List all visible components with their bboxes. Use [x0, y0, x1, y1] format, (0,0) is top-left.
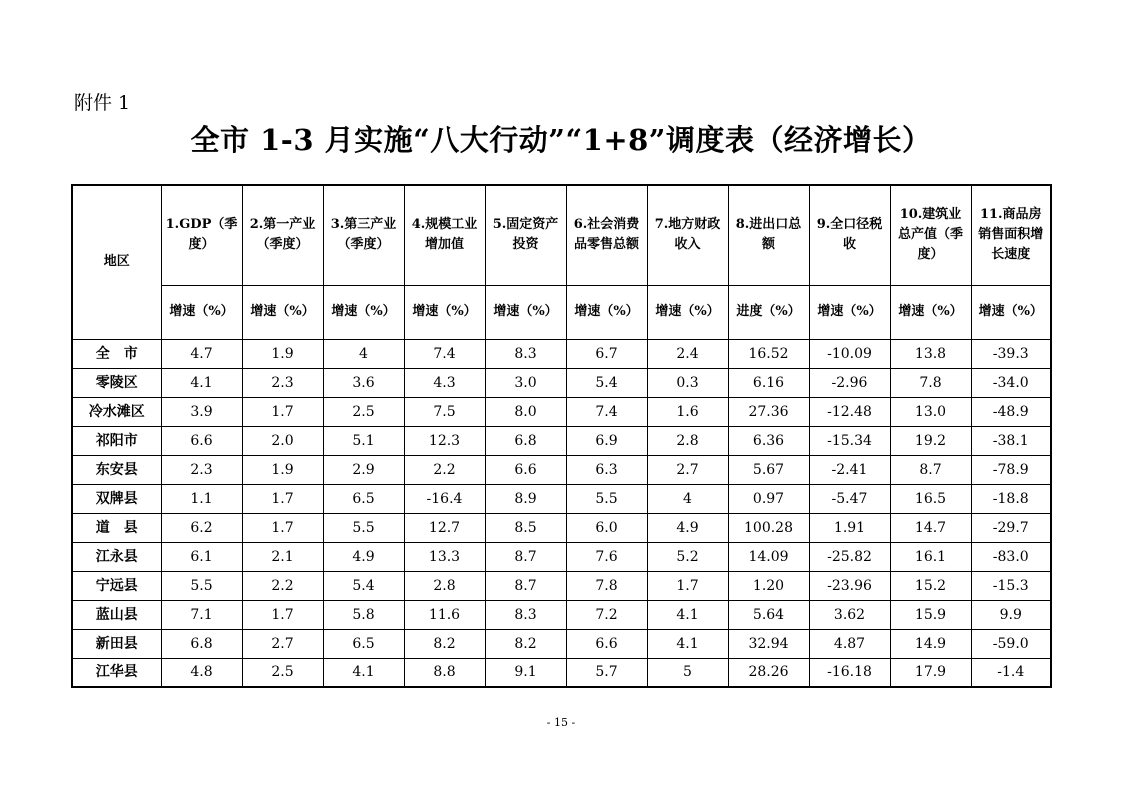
value-cell: 2.3: [161, 455, 242, 484]
attachment-label: 附件 1: [74, 92, 131, 114]
table-row: [72, 600, 1051, 629]
value-cell: 16.52: [728, 339, 809, 368]
unit-header: 进度（%）: [728, 285, 809, 339]
column-header: 1.GDP（季度）: [161, 185, 242, 285]
value-cell: 8.5: [485, 513, 566, 542]
column-header: 10.建筑业总产值（季度）: [890, 185, 971, 285]
value-cell: 4.9: [647, 513, 728, 542]
page-title: 全市 1-3 月实施“八大行动”“1+8”调度表（经济增长）: [190, 123, 932, 157]
data-table: [71, 184, 1052, 688]
value-cell: 8.3: [485, 339, 566, 368]
value-cell: 5.7: [566, 658, 647, 687]
value-cell: 4.1: [647, 600, 728, 629]
value-cell: 4.87: [809, 629, 890, 658]
value-cell: 8.0: [485, 397, 566, 426]
value-cell: 2.7: [647, 455, 728, 484]
value-cell: 27.36: [728, 397, 809, 426]
value-cell: 1.9: [242, 455, 323, 484]
value-cell: -78.9: [971, 455, 1051, 484]
value-cell: 2.7: [242, 629, 323, 658]
value-cell: 2.8: [647, 426, 728, 455]
value-cell: -12.48: [809, 397, 890, 426]
unit-header: 增速（%）: [971, 285, 1051, 339]
value-cell: 12.7: [404, 513, 485, 542]
value-cell: 8.3: [485, 600, 566, 629]
value-cell: 5.2: [647, 542, 728, 571]
value-cell: 6.1: [161, 542, 242, 571]
value-cell: 4.1: [161, 368, 242, 397]
value-cell: -25.82: [809, 542, 890, 571]
value-cell: 3.6: [323, 368, 404, 397]
value-cell: 0.3: [647, 368, 728, 397]
value-cell: 6.6: [566, 629, 647, 658]
region-cell: 宁远县: [72, 571, 161, 600]
table-row: [72, 397, 1051, 426]
value-cell: 2.5: [242, 658, 323, 687]
value-cell: 8.7: [890, 455, 971, 484]
region-cell: 全 市: [72, 339, 161, 368]
value-cell: -23.96: [809, 571, 890, 600]
value-cell: 4.9: [323, 542, 404, 571]
value-cell: 2.5: [323, 397, 404, 426]
column-header: 6.社会消费品零售总额: [566, 185, 647, 285]
value-cell: 7.4: [566, 397, 647, 426]
table-body: [72, 185, 1051, 687]
value-cell: 14.09: [728, 542, 809, 571]
value-cell: 14.7: [890, 513, 971, 542]
value-cell: 1.7: [242, 600, 323, 629]
value-cell: -15.34: [809, 426, 890, 455]
region-cell: 道 县: [72, 513, 161, 542]
value-cell: 6.36: [728, 426, 809, 455]
header-row: [72, 185, 1051, 285]
value-cell: 1.9: [242, 339, 323, 368]
value-cell: 1.7: [242, 484, 323, 513]
value-cell: 1.7: [647, 571, 728, 600]
value-cell: 1.7: [242, 397, 323, 426]
region-cell: 双牌县: [72, 484, 161, 513]
value-cell: 2.4: [647, 339, 728, 368]
region-cell: 江华县: [72, 658, 161, 687]
value-cell: 19.2: [890, 426, 971, 455]
value-cell: -15.3: [971, 571, 1051, 600]
value-cell: 6.5: [323, 629, 404, 658]
value-cell: -83.0: [971, 542, 1051, 571]
value-cell: 15.2: [890, 571, 971, 600]
value-cell: 4: [647, 484, 728, 513]
table-row: [72, 426, 1051, 455]
value-cell: -38.1: [971, 426, 1051, 455]
value-cell: 2.9: [323, 455, 404, 484]
column-header: 5.固定资产投资: [485, 185, 566, 285]
unit-header: 增速（%）: [809, 285, 890, 339]
value-cell: 7.4: [404, 339, 485, 368]
value-cell: 2.2: [242, 571, 323, 600]
value-cell: -34.0: [971, 368, 1051, 397]
value-cell: 13.3: [404, 542, 485, 571]
value-cell: 28.26: [728, 658, 809, 687]
region-cell: 新田县: [72, 629, 161, 658]
value-cell: 8.8: [404, 658, 485, 687]
column-header: 3.第三产业（季度）: [323, 185, 404, 285]
value-cell: -16.18: [809, 658, 890, 687]
value-cell: 5.67: [728, 455, 809, 484]
table-row: [72, 484, 1051, 513]
value-cell: 3.9: [161, 397, 242, 426]
unit-header: 增速（%）: [161, 285, 242, 339]
value-cell: 2.2: [404, 455, 485, 484]
value-cell: 5.8: [323, 600, 404, 629]
unit-header: 增速（%）: [485, 285, 566, 339]
value-cell: 6.9: [566, 426, 647, 455]
value-cell: 5.4: [323, 571, 404, 600]
value-cell: -2.41: [809, 455, 890, 484]
region-cell: 蓝山县: [72, 600, 161, 629]
region-header: 地区: [72, 185, 161, 339]
value-cell: -29.7: [971, 513, 1051, 542]
value-cell: 6.6: [485, 455, 566, 484]
value-cell: 11.6: [404, 600, 485, 629]
value-cell: 4: [323, 339, 404, 368]
table-row: [72, 629, 1051, 658]
value-cell: -48.9: [971, 397, 1051, 426]
value-cell: 7.5: [404, 397, 485, 426]
value-cell: 5.5: [566, 484, 647, 513]
table-row: [72, 658, 1051, 687]
value-cell: 3.0: [485, 368, 566, 397]
value-cell: 13.8: [890, 339, 971, 368]
table-row: [72, 542, 1051, 571]
unit-header: 增速（%）: [566, 285, 647, 339]
table-row: [72, 339, 1051, 368]
value-cell: 6.6: [161, 426, 242, 455]
value-cell: 13.0: [890, 397, 971, 426]
column-header: 2.第一产业（季度）: [242, 185, 323, 285]
value-cell: 5.64: [728, 600, 809, 629]
value-cell: 9.1: [485, 658, 566, 687]
value-cell: -1.4: [971, 658, 1051, 687]
value-cell: 2.1: [242, 542, 323, 571]
value-cell: 17.9: [890, 658, 971, 687]
value-cell: 9.9: [971, 600, 1051, 629]
value-cell: -2.96: [809, 368, 890, 397]
value-cell: 6.3: [566, 455, 647, 484]
value-cell: 2.3: [242, 368, 323, 397]
table-row: [72, 513, 1051, 542]
page-number: - 15 -: [546, 716, 576, 729]
value-cell: 6.8: [485, 426, 566, 455]
unit-row: [72, 285, 1051, 339]
value-cell: 6.16: [728, 368, 809, 397]
unit-header: 增速（%）: [242, 285, 323, 339]
value-cell: 5.5: [161, 571, 242, 600]
value-cell: -10.09: [809, 339, 890, 368]
value-cell: 8.7: [485, 542, 566, 571]
value-cell: 16.5: [890, 484, 971, 513]
value-cell: 6.7: [566, 339, 647, 368]
value-cell: 7.8: [890, 368, 971, 397]
column-header: 9.全口径税收: [809, 185, 890, 285]
value-cell: -59.0: [971, 629, 1051, 658]
value-cell: 15.9: [890, 600, 971, 629]
value-cell: 14.9: [890, 629, 971, 658]
value-cell: 5.1: [323, 426, 404, 455]
column-header: 7.地方财政收入: [647, 185, 728, 285]
value-cell: 5: [647, 658, 728, 687]
region-cell: 零陵区: [72, 368, 161, 397]
value-cell: 4.3: [404, 368, 485, 397]
unit-header: 增速（%）: [647, 285, 728, 339]
value-cell: 12.3: [404, 426, 485, 455]
value-cell: 8.2: [485, 629, 566, 658]
value-cell: 7.6: [566, 542, 647, 571]
value-cell: 6.5: [323, 484, 404, 513]
value-cell: -39.3: [971, 339, 1051, 368]
value-cell: 5.4: [566, 368, 647, 397]
table-row: [72, 455, 1051, 484]
value-cell: 7.8: [566, 571, 647, 600]
value-cell: 2.8: [404, 571, 485, 600]
value-cell: 1.20: [728, 571, 809, 600]
value-cell: 1.91: [809, 513, 890, 542]
value-cell: 6.8: [161, 629, 242, 658]
value-cell: 4.7: [161, 339, 242, 368]
value-cell: 5.5: [323, 513, 404, 542]
region-cell: 冷水滩区: [72, 397, 161, 426]
table-row: [72, 571, 1051, 600]
region-cell: 祁阳市: [72, 426, 161, 455]
value-cell: 32.94: [728, 629, 809, 658]
value-cell: 4.1: [323, 658, 404, 687]
value-cell: -5.47: [809, 484, 890, 513]
table-row: [72, 368, 1051, 397]
value-cell: 4.8: [161, 658, 242, 687]
value-cell: 16.1: [890, 542, 971, 571]
region-cell: 江永县: [72, 542, 161, 571]
value-cell: 4.1: [647, 629, 728, 658]
unit-header: 增速（%）: [323, 285, 404, 339]
value-cell: 3.62: [809, 600, 890, 629]
unit-header: 增速（%）: [404, 285, 485, 339]
value-cell: 1.7: [242, 513, 323, 542]
value-cell: 1.6: [647, 397, 728, 426]
value-cell: 8.2: [404, 629, 485, 658]
value-cell: 2.0: [242, 426, 323, 455]
column-header: 4.规模工业增加值: [404, 185, 485, 285]
unit-header: 增速（%）: [890, 285, 971, 339]
column-header: 8.进出口总额: [728, 185, 809, 285]
value-cell: 8.9: [485, 484, 566, 513]
region-cell: 东安县: [72, 455, 161, 484]
column-header: 11.商品房销售面积增长速度: [971, 185, 1051, 285]
value-cell: 8.7: [485, 571, 566, 600]
value-cell: -18.8: [971, 484, 1051, 513]
value-cell: 6.0: [566, 513, 647, 542]
value-cell: -16.4: [404, 484, 485, 513]
value-cell: 7.2: [566, 600, 647, 629]
value-cell: 100.28: [728, 513, 809, 542]
value-cell: 0.97: [728, 484, 809, 513]
value-cell: 7.1: [161, 600, 242, 629]
value-cell: 6.2: [161, 513, 242, 542]
value-cell: 1.1: [161, 484, 242, 513]
